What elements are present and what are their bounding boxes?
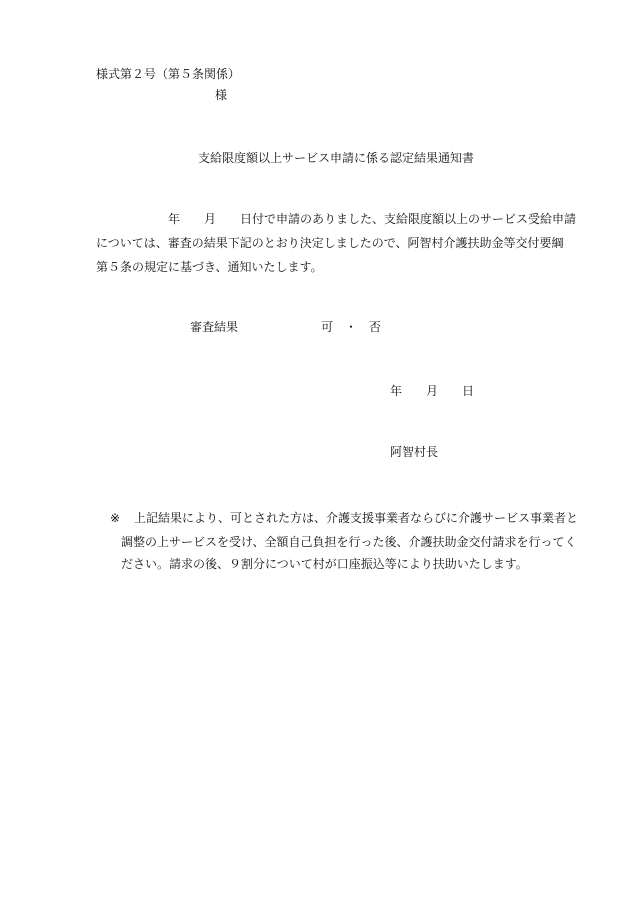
- review-result-label: 審査結果: [190, 320, 239, 334]
- note-mark: ※: [110, 511, 121, 525]
- issue-date: 年 月 日: [390, 384, 475, 398]
- addressee-honorific: 様: [215, 88, 228, 102]
- issuer-name: 阿智村長: [390, 445, 439, 459]
- note-line-2: 調整の上サービスを受け、全額自己負担を行った後、介護扶助金交付請求を行ってく: [121, 535, 577, 549]
- body-line-1: 年 月 日付で申請のありました、支給限度額以上のサービス受給申請: [168, 212, 577, 226]
- body-line-2: については、審査の結果下記のとおり決定しましたので、阿智村介護扶助金等交付要綱: [96, 236, 564, 250]
- form-number: 様式第２号（第５条関係）: [96, 67, 241, 81]
- review-result-options: 可 ・ 否: [321, 320, 382, 334]
- document-title: 支給限度額以上サービス申請に係る認定結果通知書: [198, 151, 475, 165]
- note-line-3: ださい。請求の後、９割分について村が口座振込等により扶助いたします。: [121, 557, 528, 571]
- note-line-1: 上記結果により、可とされた方は、介護支援事業者ならびに介護サービス事業者と: [134, 511, 579, 525]
- body-line-3: 第５条の規定に基づき、通知いたします。: [96, 260, 323, 274]
